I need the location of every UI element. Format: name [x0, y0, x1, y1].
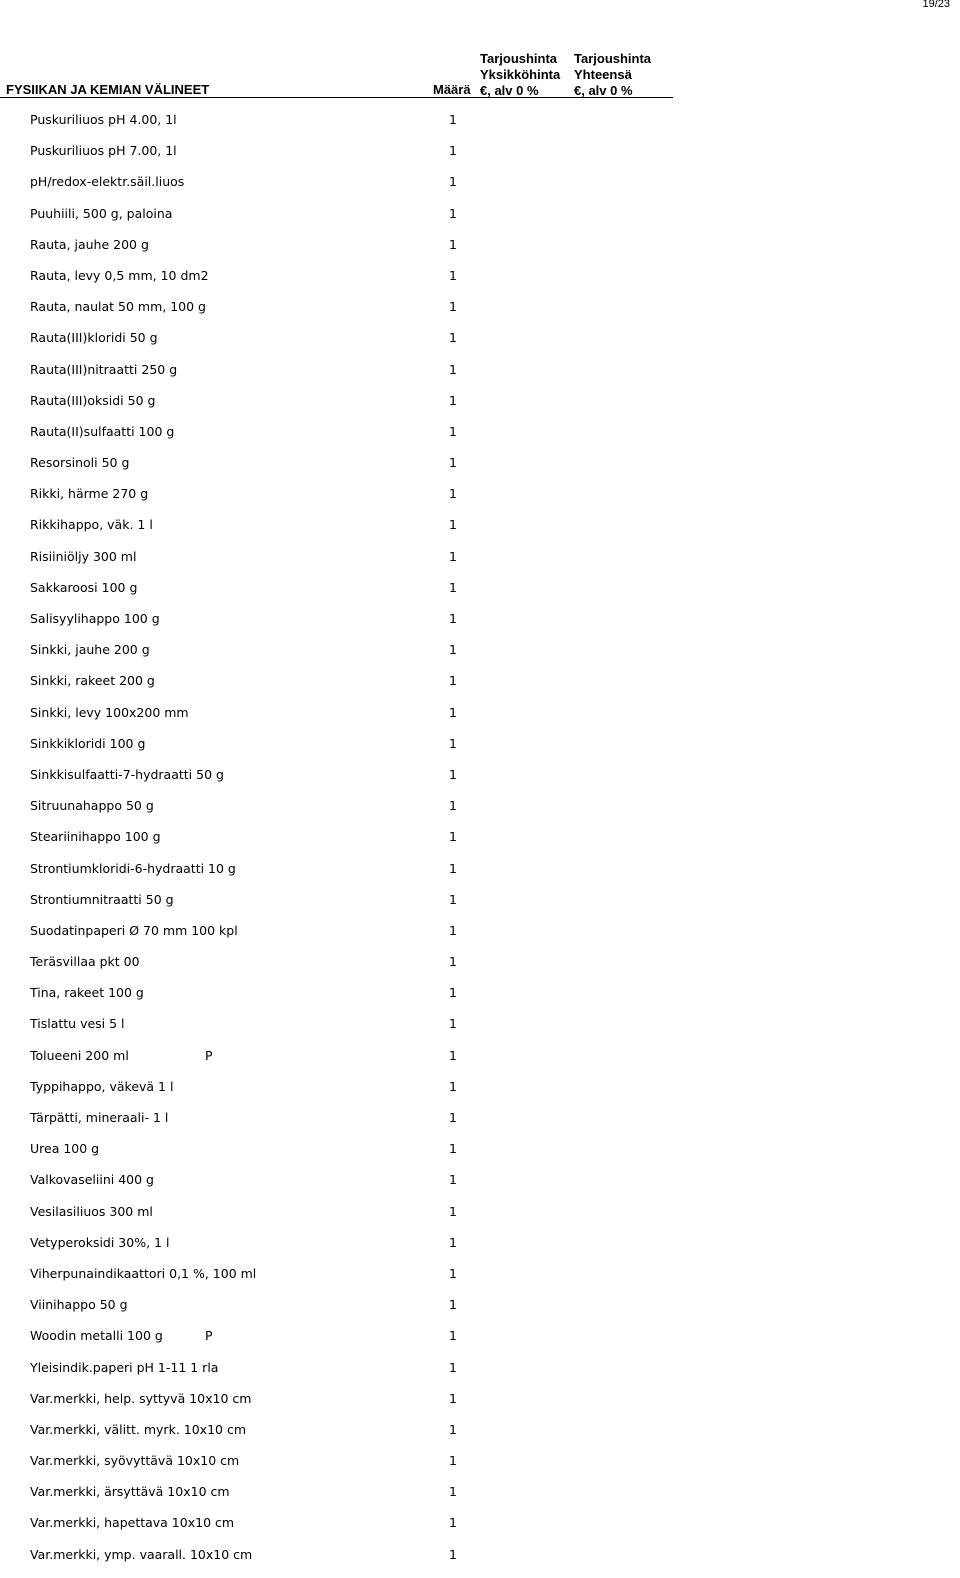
item-name: Suodatinpaperi Ø 70 mm 100 kpl	[30, 922, 238, 938]
item-quantity: 1	[449, 423, 457, 439]
item-name: Rauta, naulat 50 mm, 100 g	[30, 299, 206, 315]
item-name: Valkovaseliini 400 g	[30, 1172, 154, 1188]
list-item	[0, 299, 960, 330]
item-quantity: 1	[449, 766, 457, 782]
item-list	[0, 112, 960, 1578]
list-item	[0, 1079, 960, 1110]
item-quantity: 1	[449, 1515, 457, 1531]
quantity-header: Määrä	[433, 82, 471, 97]
list-item	[0, 424, 960, 455]
item-quantity: 1	[449, 1421, 457, 1437]
item-quantity: 1	[449, 798, 457, 814]
item-name: Sinkki, jauhe 200 g	[30, 642, 150, 658]
total-price-header-line: Tarjoushinta	[574, 51, 652, 66]
item-name: Var.merkki, ymp. vaarall. 10x10 cm	[30, 1546, 253, 1562]
list-item	[0, 1048, 960, 1079]
item-quantity: 1	[449, 829, 457, 845]
item-quantity: 1	[449, 922, 457, 938]
list-item	[0, 923, 960, 954]
item-quantity: 1	[449, 1141, 457, 1157]
item-name: Rikkihappo, väk. 1 l	[30, 517, 153, 533]
item-quantity: 1	[449, 267, 457, 283]
item-name: Tina, rakeet 100 g	[30, 985, 144, 1001]
item-name: Sinkkikloridi 100 g	[30, 735, 146, 751]
item-quantity: 1	[449, 1484, 457, 1500]
item-name: Viherpunaindikaattori 0,1 %, 100 ml	[30, 1265, 257, 1281]
item-quantity: 1	[449, 611, 457, 626]
item-quantity: 1	[449, 1203, 457, 1219]
list-item	[0, 954, 960, 985]
item-name: Rauta(III)oksidi 50 g	[30, 392, 156, 408]
item-name: Vetyperoksidi 30%, 1 l	[30, 1234, 170, 1250]
item-name: Resorsinoli 50 g	[30, 455, 130, 471]
page-number: 19/23	[922, 0, 950, 10]
item-quantity: 1	[449, 1328, 457, 1344]
item-name: Rikki, härme 270 g	[30, 486, 149, 502]
item-name: Viinihappo 50 g	[30, 1297, 128, 1313]
item-name: Typpihappo, väkevä 1 l	[30, 1078, 174, 1094]
item-name: Sinkki, levy 100x200 mm	[30, 704, 189, 720]
item-name: Puuhiili, 500 g, paloina	[30, 205, 173, 221]
item-quantity: 1	[449, 299, 457, 315]
item-name: Yleisindik.paperi pH 1-11 1 rla	[30, 1359, 219, 1375]
list-item	[0, 580, 960, 611]
item-quantity: 1	[449, 517, 457, 533]
list-item	[0, 1110, 960, 1141]
item-name: Strontiumkloridi-6-hydraatti 10 g	[30, 860, 236, 876]
list-item	[0, 1266, 960, 1297]
item-name: Tolueeni 200 ml	[30, 1047, 129, 1063]
total-price-header-line: €, alv 0 %	[574, 83, 633, 98]
item-name: Tislattu vesi 5 l	[30, 1016, 125, 1032]
item-quantity: 1	[449, 1265, 457, 1281]
item-quantity: 1	[449, 1297, 457, 1313]
item-name: Sinkki, rakeet 200 g	[30, 673, 155, 689]
item-name: Steariinihappo 100 g	[30, 829, 161, 845]
list-item	[0, 268, 960, 299]
item-quantity: 1	[449, 1172, 457, 1188]
total-price-header-line: Yhteensä	[574, 67, 632, 82]
list-item	[0, 206, 960, 237]
item-quantity: 1	[449, 954, 457, 970]
unit-price-header	[480, 51, 560, 99]
list-item	[0, 549, 960, 580]
unit-price-header-line: Yksikköhinta	[480, 67, 561, 82]
item-quantity: 1	[449, 1234, 457, 1250]
list-item	[0, 1204, 960, 1235]
list-item	[0, 892, 960, 923]
item-quantity: 1	[449, 486, 457, 502]
list-item	[0, 1547, 960, 1578]
item-name: Var.merkki, hapettava 10x10 cm	[30, 1515, 235, 1531]
item-quantity: 1	[449, 1110, 457, 1125]
item-name: Tärpätti, mineraali- 1 l	[30, 1110, 169, 1125]
item-quantity: 1	[449, 1546, 457, 1562]
list-item	[0, 611, 960, 642]
item-quantity: 1	[449, 985, 457, 1001]
item-name: Strontiumnitraatti 50 g	[30, 891, 174, 907]
item-quantity: 1	[449, 236, 457, 252]
list-item	[0, 673, 960, 704]
list-item	[0, 517, 960, 548]
item-name: pH/redox-elektr.säil.liuos	[30, 174, 185, 190]
list-item	[0, 1515, 960, 1546]
item-quantity: 1	[449, 330, 457, 346]
item-quantity: 1	[449, 112, 457, 127]
item-quantity: 1	[449, 1047, 457, 1063]
unit-price-header-line: Tarjoushinta	[480, 51, 558, 66]
item-name: Woodin metalli 100 g	[30, 1328, 163, 1344]
item-quantity: 1	[449, 205, 457, 221]
list-item	[0, 455, 960, 486]
item-name: Var.merkki, help. syttyvä 10x10 cm	[30, 1390, 252, 1406]
item-name: Rauta(III)kloridi 50 g	[30, 330, 158, 346]
item-name: Var.merkki, ärsyttävä 10x10 cm	[30, 1484, 230, 1500]
list-item	[0, 1172, 960, 1203]
item-quantity: 1	[449, 673, 457, 689]
item-quantity: 1	[449, 579, 457, 595]
list-item	[0, 736, 960, 767]
item-name: Vesilasiliuos 300 ml	[30, 1203, 153, 1219]
item-name: Puskuriliuos pH 7.00, 1l	[30, 143, 177, 159]
item-name: Rauta, levy 0,5 mm, 10 dm2	[30, 267, 209, 283]
list-item	[0, 767, 960, 798]
item-quantity: 1	[449, 1359, 457, 1375]
item-name: Var.merkki, välitt. myrk. 10x10 cm	[30, 1421, 246, 1437]
list-item	[0, 985, 960, 1016]
item-mark: P	[205, 1328, 213, 1344]
item-name: Var.merkki, syövyttävä 10x10 cm	[30, 1453, 240, 1469]
item-quantity: 1	[449, 735, 457, 751]
item-quantity: 1	[449, 548, 457, 564]
item-name: Sakkaroosi 100 g	[30, 579, 138, 595]
item-name: Urea 100 g	[30, 1141, 100, 1157]
list-item	[0, 1328, 960, 1359]
item-name: Salisyylihappo 100 g	[30, 611, 160, 626]
item-quantity: 1	[449, 392, 457, 408]
item-quantity: 1	[449, 143, 457, 159]
list-item	[0, 330, 960, 361]
unit-price-header-line: €, alv 0 %	[480, 83, 539, 98]
list-item	[0, 486, 960, 517]
list-item	[0, 1453, 960, 1484]
list-item	[0, 393, 960, 424]
list-item	[0, 237, 960, 268]
item-name: Risiiniöljy 300 ml	[30, 548, 137, 564]
item-quantity: 1	[449, 174, 457, 190]
item-quantity: 1	[449, 642, 457, 658]
item-name: Teräsvillaa pkt 00	[30, 954, 140, 970]
item-name: Sitruunahappo 50 g	[30, 798, 154, 814]
list-item	[0, 362, 960, 393]
total-price-header	[574, 51, 651, 99]
item-name: Rauta(II)sulfaatti 100 g	[30, 423, 175, 439]
item-quantity: 1	[449, 455, 457, 471]
item-quantity: 1	[449, 1016, 457, 1032]
list-item	[0, 1422, 960, 1453]
item-quantity: 1	[449, 1453, 457, 1469]
list-item	[0, 1016, 960, 1047]
item-name: Puskuriliuos pH 4.00, 1l	[30, 112, 177, 127]
item-quantity: 1	[449, 361, 457, 377]
list-item	[0, 112, 960, 143]
list-item	[0, 1297, 960, 1328]
list-item	[0, 861, 960, 892]
list-item	[0, 1360, 960, 1391]
item-quantity: 1	[449, 860, 457, 876]
list-item	[0, 1484, 960, 1515]
item-quantity: 1	[449, 1078, 457, 1094]
list-item	[0, 642, 960, 673]
item-quantity: 1	[449, 704, 457, 720]
list-item	[0, 798, 960, 829]
item-name: Rauta(III)nitraatti 250 g	[30, 361, 178, 377]
header-divider	[0, 97, 673, 98]
section-title: FYSIIKAN JA KEMIAN VÄLINEET	[6, 82, 210, 97]
item-mark: P	[205, 1047, 213, 1063]
item-quantity: 1	[449, 891, 457, 907]
item-name: Rauta, jauhe 200 g	[30, 236, 149, 252]
list-item	[0, 174, 960, 205]
list-item	[0, 829, 960, 860]
list-item	[0, 1391, 960, 1422]
list-item	[0, 705, 960, 736]
list-item	[0, 1235, 960, 1266]
list-item	[0, 143, 960, 174]
item-quantity: 1	[449, 1390, 457, 1406]
item-name: Sinkkisulfaatti-7-hydraatti 50 g	[30, 766, 224, 782]
list-item	[0, 1141, 960, 1172]
